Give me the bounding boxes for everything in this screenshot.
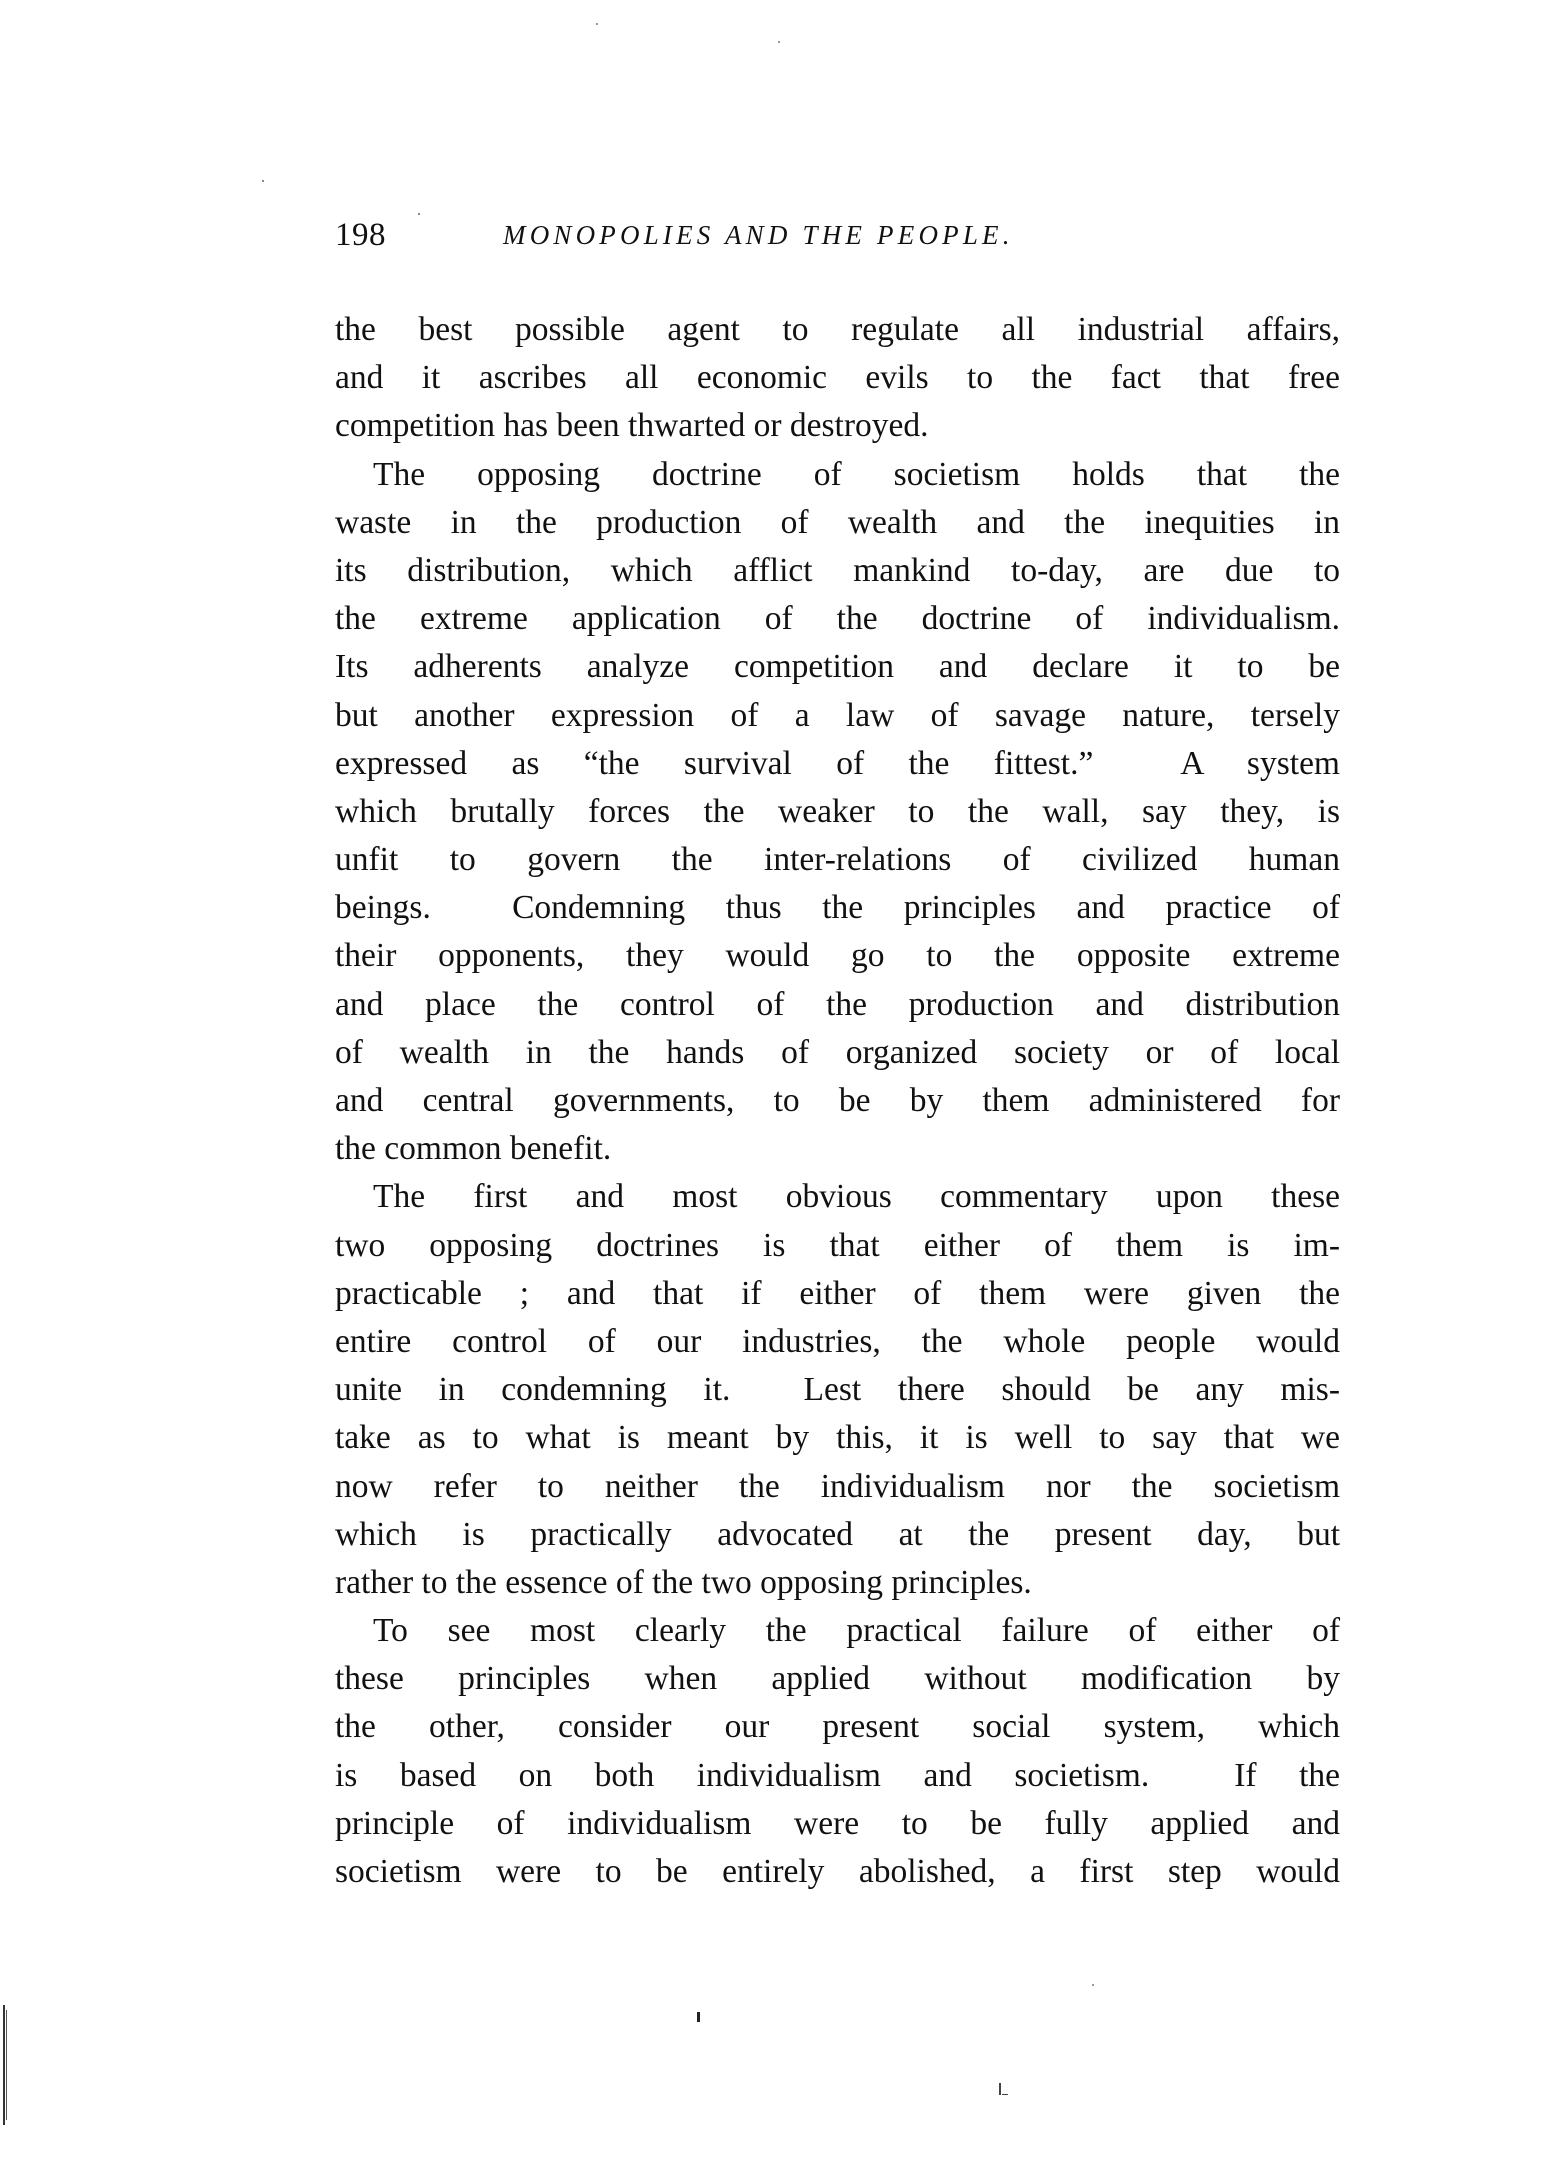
text-line: and place the control of the production and distribution <box>335 985 1340 1023</box>
text-line: of wealth in the hands of organized society or of local <box>335 1033 1340 1071</box>
scan-speck <box>596 23 598 25</box>
text-line: is based on both individualism and societism. If the <box>335 1756 1340 1794</box>
text-line: and central governments, to be by them administered for <box>335 1082 1340 1119</box>
text-line: societism were to be entirely abolished, a first step would <box>335 1853 1340 1890</box>
text-line: To see most clearly the practical failure of either of <box>373 1612 1340 1650</box>
text-line: expressed as “the survival of the fittest.” A system <box>335 744 1340 782</box>
text-line: unfit to govern the inter-relations of civilized human <box>335 841 1340 879</box>
scan-edge-mark <box>3 2005 5 2125</box>
text-line: take as to what is meant by this, it is well to say that we <box>335 1419 1340 1457</box>
text-line: entire control of our industries, the whole people would <box>335 1322 1340 1360</box>
scan-speck <box>262 180 264 182</box>
text-line: its distribution, which afflict mankind to-day, are due to <box>335 551 1340 589</box>
text-line: unite in condemning it. Lest there should be any mis- <box>335 1371 1340 1409</box>
text-line: the best possible agent to regulate all industrial affairs, <box>335 311 1340 348</box>
text-line: The first and most obvious commentary upon these <box>373 1178 1340 1216</box>
text-line: and it ascribes all economic evils to the fact that free <box>335 359 1340 397</box>
running-head <box>335 212 1340 258</box>
text-line: beings. Condemning thus the principles and practice of <box>335 889 1340 927</box>
text-line: these principles when applied without modification by <box>335 1660 1340 1698</box>
text-line: competition has been thwarted or destroyed. <box>335 407 929 445</box>
scan-speck <box>1002 2094 1008 2095</box>
text-line: waste in the production of wealth and the inequities in <box>335 503 1340 541</box>
running-title: MONOPOLIES AND THE PEOPLE. <box>503 220 1014 250</box>
body-text <box>335 306 1340 1896</box>
text-line: the other, consider our present social system, which <box>335 1708 1340 1746</box>
text-line: The opposing doctrine of societism holds that the <box>373 455 1340 493</box>
page-number: 198 <box>335 217 386 253</box>
scan-speck <box>778 41 780 43</box>
text-line: two opposing doctrines is that either of them is im- <box>335 1226 1340 1264</box>
text-line: practicable ; and that if either of them were given the <box>335 1274 1340 1312</box>
text-line: their opponents, they would go to the opposite extreme <box>335 937 1340 975</box>
scan-speck <box>999 2083 1001 2095</box>
text-line: principle of individualism were to be fully applied and <box>335 1804 1340 1842</box>
text-line: the common benefit. <box>335 1130 612 1168</box>
text-line: which is practically advocated at the present day, but <box>335 1515 1340 1553</box>
scan-speck <box>418 213 420 215</box>
text-line: rather to the essence of the two opposing principles. <box>335 1563 1032 1601</box>
text-line: Its adherents analyze competition and declare it to be <box>335 648 1340 686</box>
scan-speck <box>1092 1984 1094 1986</box>
text-line: the extreme application of the doctrine of individualism. <box>335 600 1340 638</box>
scan-speck <box>697 2012 700 2022</box>
scan-edge-mark <box>6 2010 7 2120</box>
text-line: but another expression of a law of savage nature, tersely <box>335 696 1340 734</box>
text-line: which brutally forces the weaker to the wall, say they, is <box>335 792 1340 830</box>
text-line: now refer to neither the individualism nor the societism <box>335 1467 1340 1505</box>
